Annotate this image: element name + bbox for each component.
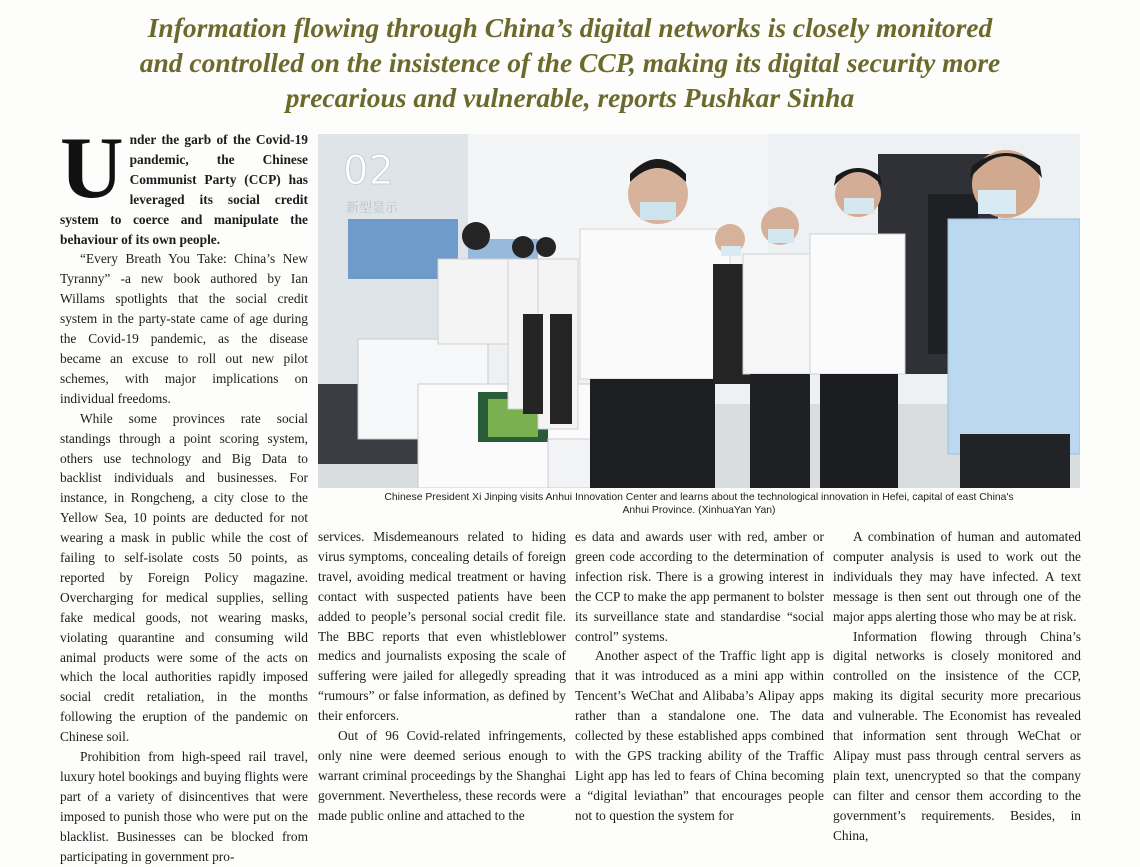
wall-numeral: 02 [343,148,394,194]
wall-sign: 新型显示 [346,201,399,216]
drop-cap: U [60,120,124,217]
body-paragraph: While some provinces rate social standings through a point scoring system, others use technology and Big Data to backlist individuals and businesses. For instance, in Rongcheng, a city close to the Yellow Sea, 10 points are deducted for not wearing a mask in public while the cost of failing to self-isolate costs 50 points, as reported by Foreign Policy magazine. Overcharging for medical supplies, selling fake medical goods, not wearing masks, violating quarantine and consuming wild animal products were some of the acts on which the local authorities rapidly imposed social credit retaliation, in the months following the eruption of the pandemic on Chinese soil. [60,410,308,745]
lead-paragraph: nder the garb of the Covid-19 pandemic, the Chinese Communist Party (CCP) has leveraged its social credit system to coerce and manipulate the behaviour of its own people. [60,132,308,247]
photo-caption [318,491,1080,517]
body-paragraph: A combination of human and automated computer analysis is used to work out the individuals they may have infected. A text message is then sent out through one of the major apps alerting those who may be at risk. [833,529,1081,624]
body-paragraph: Prohibition from high-speed rail travel, luxury hotel bookings and buying flights were part of a variety of disincentives that were imposed to punish those who were put on the blacklist. Businesses can be blocked from participating in government pro- [60,749,308,864]
body-paragraph: es data and awards user with red, amber or green code according to the determination of infection risk. There is a growing interest in the CCP to make the app permanent to bolster its surveillance state and standardise “social control” systems. [575,529,824,644]
body-paragraph: services. Misdemeanours related to hiding virus symptoms, concealing details of foreign travel, avoiding medical treatment or having contact with suspected patients have been added to people’s personal social credit file. The BBC reports that even whistleblower medics and journalists exposing the scale of suffering were jailed for allegedly spreading “rumours” or false information, as defined by their enforcers. [318,529,566,724]
body-paragraph: Information flowing through China’s digital networks is closely monitored and controlled on the insistence of the CCP, making its digital security more precarious and vulnerable. The Economist has revealed that information sent through WeChat or Alipay must pass through central servers as plain text, unencrypted so that the company can filter and censor them according to the government’s requirements. Besides, in China, [833,628,1081,843]
article-column-1 [60,120,308,867]
article-column-4 [833,527,1081,846]
body-paragraph: “Every Breath You Take: China’s New Tyranny” -a new book authored by Ian Willams spotlights that the social credit system in the party-state came of age during the Covid-19 pandemic, as the disease became an excuse to roll out new pilot schemes, with major implications on individual freedoms. [60,251,308,406]
headline [60,10,1080,115]
caption-line-1: Chinese President Xi Jinping visits Anhui Innovation Center and learns about the technological innovation in Hefei, capital of east China's [384,492,1014,503]
photo-illustration [318,134,1080,488]
news-photo [318,134,1080,488]
headline-line-3: precarious and vulnerable, reports Pushkar Sinha [285,82,855,113]
body-paragraph: Another aspect of the Traffic light app is that it was introduced as a mini app within Tencent’s WeChat and Alibaba’s Alipay apps rather than a standalone one. The data collected by these established apps combined with the GPS tracking ability of the Traffic Light app has led to fears of China becoming a “digital leviathan” that encourages people not to question the system for [575,648,824,823]
headline-line-1: Information flowing through China’s digital networks is closely monitored [147,12,993,43]
article-column-2 [318,527,566,826]
caption-line-2: Anhui Province. (XinhuaYan Yan) [622,505,776,516]
body-paragraph: Out of 96 Covid-related infringements, only nine were deemed serious enough to warrant criminal proceedings by the Shanghai government. Nevertheless, these records were made public online and attached to the [318,728,566,823]
headline-line-2: and controlled on the insistence of the CCP, making its digital security more [139,47,1001,78]
article-column-3 [575,527,824,826]
